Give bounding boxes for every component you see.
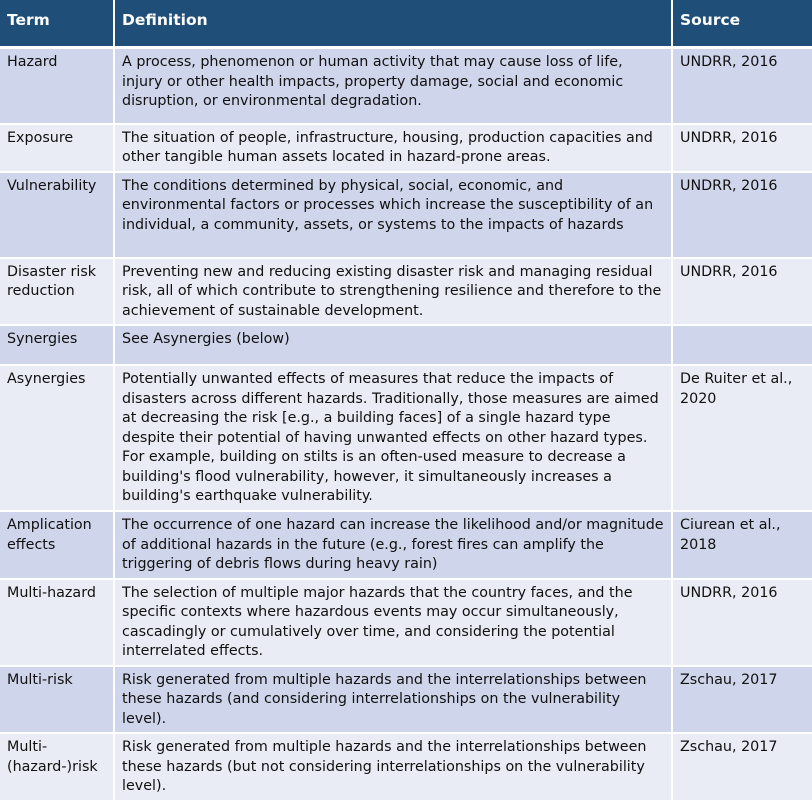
term-cell: Disaster risk reduction [0,258,114,326]
term-cell: Exposure [0,124,114,172]
term-cell: Multi-hazard [0,579,114,666]
table-row [0,666,812,734]
term-cell: Amplication effects [0,511,114,579]
source-cell: Zschau, 2017 [672,666,812,734]
definition-cell: See Asynergies (below) [114,325,672,365]
header-source: Source [672,0,812,48]
definition-cell: The conditions determined by physical, social, economic, and environmental factors or processes which increase the susceptibility of an individual, a community, assets, or systems to the impacts of hazards [114,172,672,258]
source-cell: UNDRR, 2016 [672,172,812,258]
term-cell: Synergies [0,325,114,365]
definition-cell: A process, phenomenon or human activity that may cause loss of life, injury or other health impacts, property damage, social and economic disruption, or environmental degradation. [114,48,672,124]
source-cell: De Ruiter et al., 2020 [672,365,812,511]
header-definition: Definition [114,0,672,48]
definition-cell: Risk generated from multiple hazards and the interrelationships between these hazards (and considering interrelationships on the vulnerability level). [114,666,672,734]
definition-cell: The selection of multiple major hazards that the country faces, and the specific contexts where hazardous events may occur simultaneously, cascadingly or cumulatively over time, and considering the potential interrelated effects. [114,579,672,666]
source-cell: Zschau, 2017 [672,733,812,801]
table-row [0,172,812,258]
source-cell [672,325,812,365]
table-row [0,365,812,511]
term-cell: Hazard [0,48,114,124]
source-cell: UNDRR, 2016 [672,48,812,124]
table-row [0,325,812,365]
header-term: Term [0,0,114,48]
source-cell: Ciurean et al., 2018 [672,511,812,579]
term-cell: Multi-(hazard-)risk [0,733,114,801]
source-cell: UNDRR, 2016 [672,258,812,326]
table-row [0,48,812,124]
term-cell: Vulnerability [0,172,114,258]
term-cell: Asynergies [0,365,114,511]
table-row [0,511,812,579]
definition-cell: The situation of people, infrastructure, housing, production capacities and other tangible human assets located in hazard-prone areas. [114,124,672,172]
table-row [0,579,812,666]
definition-cell: Potentially unwanted effects of measures that reduce the impacts of disasters across different hazards. Traditionally, those measures are aimed at decreasing the risk [e.g., a building faces] of a single hazard type despite their potential of having unwanted effects on other hazard types. For example, building on stilts is an often-used measure to decrease a building's flood vulnerability, however, it simultaneously increases a building's earthquake vulnerability. [114,365,672,511]
definition-cell: Preventing new and reducing existing disaster risk and managing residual risk, all of which contribute to strengthening resilience and therefore to the achievement of sustainable development. [114,258,672,326]
table-row [0,124,812,172]
source-cell: UNDRR, 2016 [672,124,812,172]
definition-cell: Risk generated from multiple hazards and the interrelationships between these hazards (but not considering interrelationships on the vulnerability level). [114,733,672,801]
definition-cell: The occurrence of one hazard can increase the likelihood and/or magnitude of additional hazards in the future (e.g., forest fires can amplify the triggering of debris flows during heavy rain) [114,511,672,579]
source-cell: UNDRR, 2016 [672,579,812,666]
term-cell: Multi-risk [0,666,114,734]
table-row [0,733,812,801]
header-row [0,0,812,48]
table-row [0,258,812,326]
